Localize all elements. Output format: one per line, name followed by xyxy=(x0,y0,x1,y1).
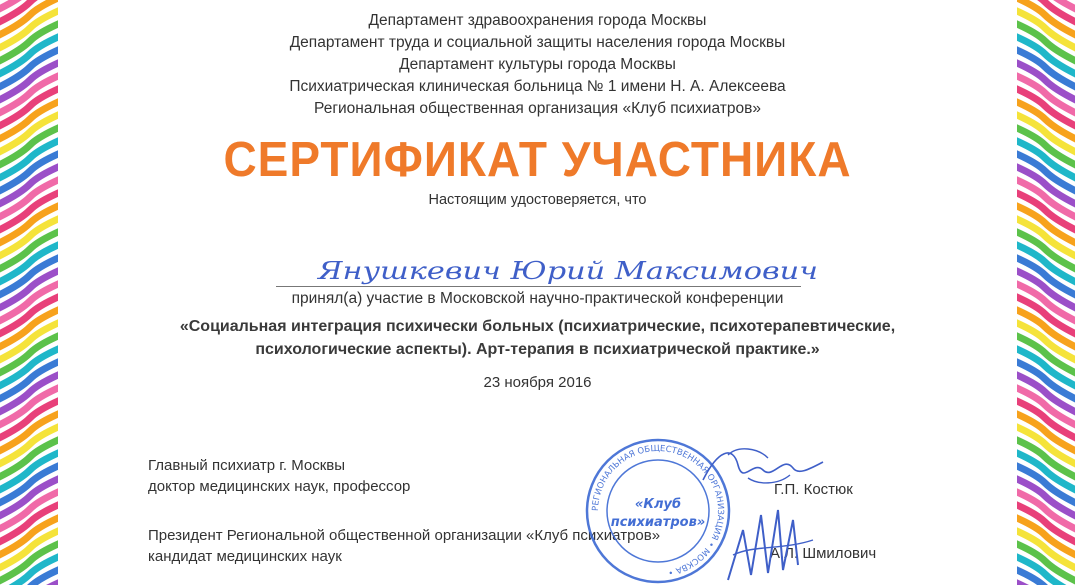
stamp-center-line1: «Клуб xyxy=(634,497,682,512)
signatory-2-title-line2: кандидат медицинских наук xyxy=(148,548,342,565)
border-stripe xyxy=(1017,552,1075,585)
organization-line: Департамент труда и социальной защиты населения города Москвы xyxy=(289,34,786,51)
signatory-1-title xyxy=(148,455,410,497)
right-striped-border xyxy=(1017,0,1075,585)
participant-name-svg xyxy=(308,251,828,291)
certificate-page xyxy=(58,0,1017,585)
signatory-2-title-line1: Президент Региональной общественной организации «Клуб психиатров» xyxy=(148,527,661,544)
participant-name-handwritten xyxy=(308,251,828,291)
organization-line: Региональная общественная организация «Клуб психиатров» xyxy=(314,100,761,117)
certificate-title: СЕРТИФИКАТ УЧАСТНИКА xyxy=(223,131,852,187)
participation-text: принял(а) участие в Московской научно-практической конференции xyxy=(291,290,784,307)
conference-title-line: «Социальная интеграция психически больных (психиатрические, психотерапевтические, xyxy=(179,318,896,335)
right-border-stripes xyxy=(1017,0,1075,585)
conference-title xyxy=(58,315,1017,361)
stamp-ring-text-path: РЕГИОНАЛЬНАЯ ОБЩЕСТВЕННАЯ ОРГАНИЗАЦИЯ • МОСКВА • xyxy=(590,443,726,578)
name-underline xyxy=(276,286,801,287)
left-striped-border xyxy=(0,0,58,585)
border-stripe xyxy=(0,552,58,585)
signatory-1-title-line1: Главный психиатр г. Москвы xyxy=(148,457,346,474)
organization-line: Психиатрическая клиническая больница № 1 имени Н. А. Алексеева xyxy=(289,78,786,95)
certifies-text: Настоящим удостоверяется, что xyxy=(428,192,647,208)
signature-shmilovich xyxy=(723,495,823,585)
signatory-1-name: Г.П. Костюк xyxy=(774,481,853,498)
organizations-header xyxy=(58,10,1017,120)
participant-name: Янушкевич Юрий Максимович xyxy=(316,257,818,285)
organization-line: Департамент здравоохранения города Москвы xyxy=(368,12,707,29)
left-border-stripes xyxy=(0,0,58,585)
conference-date: 23 ноября 2016 xyxy=(483,374,592,391)
stamp-center-line2: психиатров» xyxy=(610,515,706,530)
signatory-1-title-line2: доктор медицинских наук, профессор xyxy=(148,478,411,495)
signatory-2-name: А.Л. Шмилович xyxy=(770,545,877,562)
conference-title-line: психологические аспекты). Арт-терапия в психиатрической практике.» xyxy=(255,341,820,358)
organization-line: Департамент культуры города Москвы xyxy=(399,56,676,73)
